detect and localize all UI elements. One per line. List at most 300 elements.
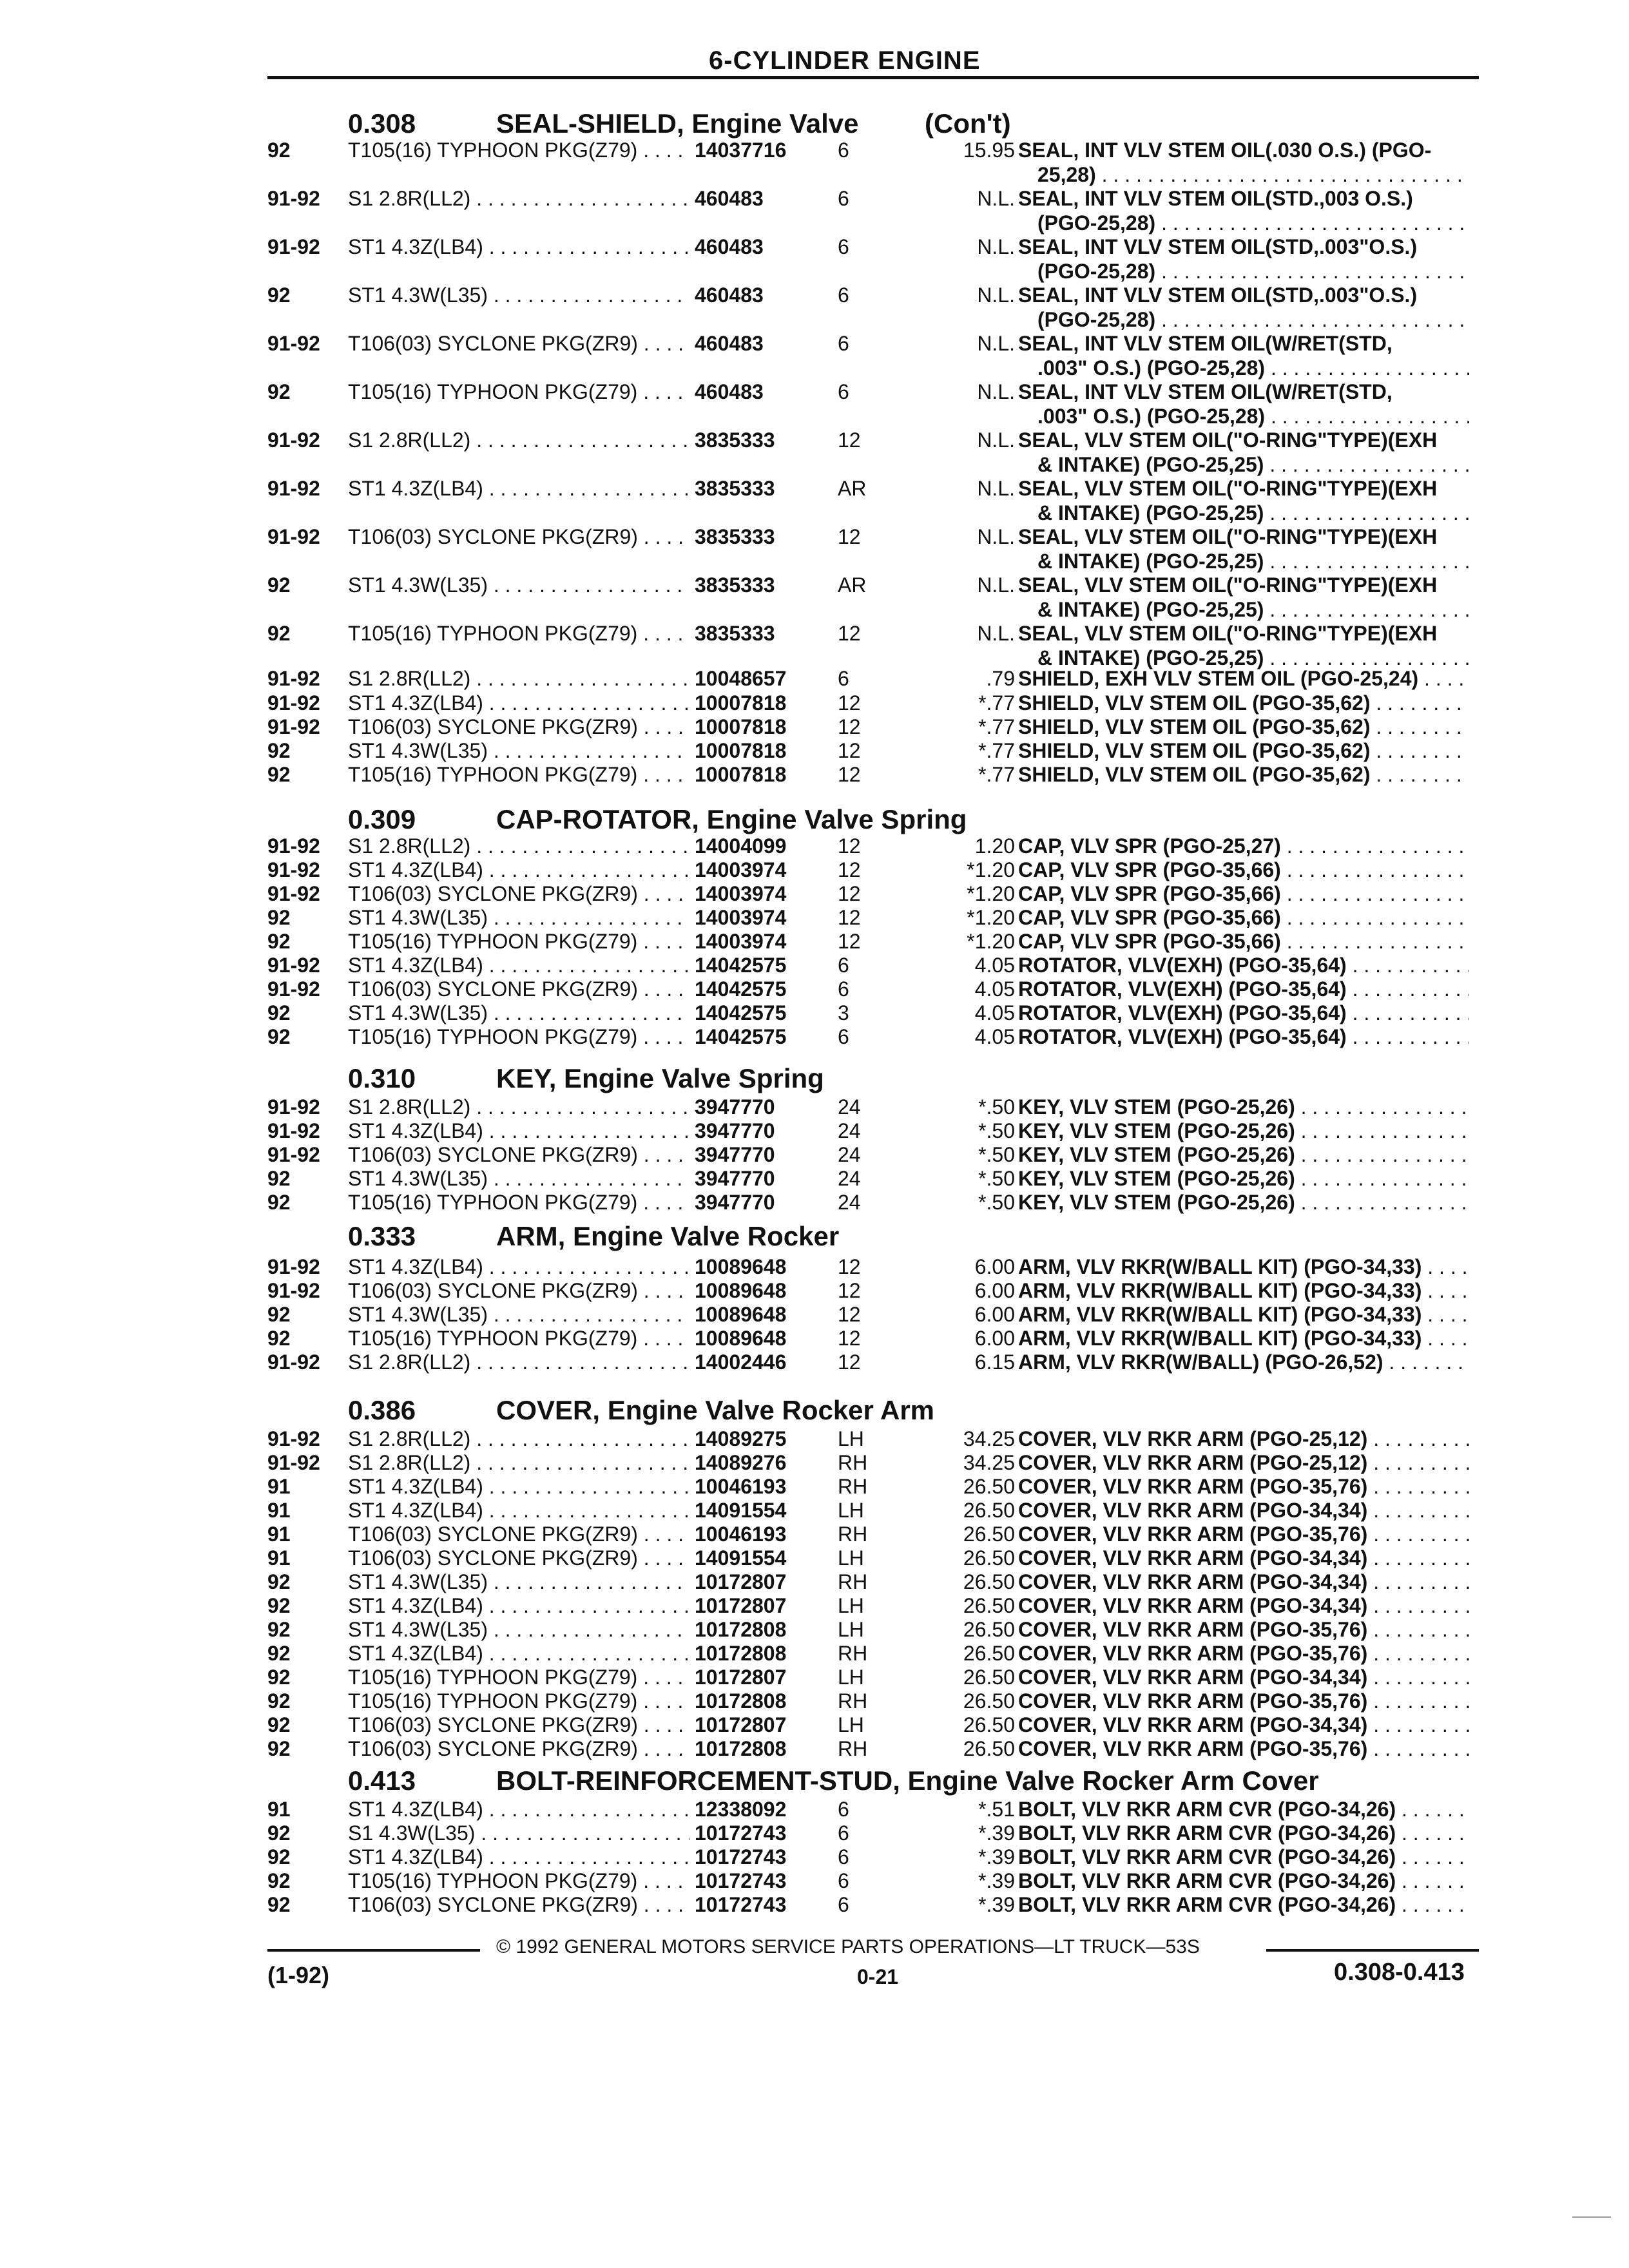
row-quantity: 6 — [838, 1025, 896, 1049]
row-quantity: 6 — [838, 1869, 896, 1893]
row-year: 92 — [267, 1821, 291, 1845]
row-model: T106(03) SYCLONE PKG(ZR9) . . . — [348, 1143, 957, 1167]
section-heading — [348, 804, 967, 835]
row-description-text: COVER, VLV RKR ARM (PGO-34,34) — [1018, 1546, 1368, 1570]
row-price: N.L. — [938, 187, 1015, 211]
row-description-continued: & INTAKE) (PGO-25,25) . . . — [1037, 598, 1469, 622]
row-part-number: 14003974 — [689, 906, 965, 930]
row-description-text: COVER, VLV RKR ARM (PGO-35,76) — [1018, 1642, 1368, 1665]
row-description — [1018, 954, 1469, 977]
row-description — [1018, 882, 1469, 906]
row-year: 92 — [267, 1666, 291, 1689]
row-description — [1018, 906, 1469, 930]
row-part-number: 3947770 — [689, 1191, 965, 1215]
row-price: 6.15 — [938, 1350, 1015, 1374]
row-year: 91-92 — [267, 1427, 320, 1450]
row-description-continued: & INTAKE) (PGO-25,25) . . . — [1037, 501, 1469, 525]
row-description — [1018, 1350, 1469, 1374]
row-price: 4.05 — [938, 977, 1015, 1001]
row-price: N.L. — [938, 235, 1015, 259]
row-description-text: ROTATOR, VLV(EXH) (PGO-35,64) — [1018, 1025, 1347, 1048]
row-year: 91-92 — [267, 1350, 320, 1374]
row-part-number: 10172808 — [689, 1689, 965, 1713]
row-description — [1018, 1666, 1469, 1689]
row-year: 91-92 — [267, 1279, 320, 1302]
row-model: ST1 4.3W(L35) . . . — [348, 1001, 957, 1025]
row-quantity: LH — [838, 1666, 896, 1689]
section-heading — [348, 1765, 1319, 1796]
footer-group-range: 0.308-0.413 — [1334, 1959, 1465, 1986]
row-price: N.L. — [938, 477, 1015, 501]
row-part-number: 10089648 — [689, 1255, 965, 1279]
row-model: ST1 4.3W(L35) . . . — [348, 573, 957, 597]
row-price: 26.50 — [938, 1666, 1015, 1689]
row-part-number: 14042575 — [689, 954, 965, 977]
row-description-text: SHIELD, VLV STEM OIL (PGO-35,62) — [1018, 691, 1371, 715]
row-description — [1018, 1893, 1469, 1917]
row-price: *1.20 — [938, 930, 1015, 954]
row-part-number: 460483 — [689, 235, 965, 259]
row-description — [1018, 1143, 1469, 1167]
row-year: 92 — [267, 1642, 291, 1665]
row-part-number: 10046193 — [689, 1523, 965, 1546]
row-price: 6.00 — [938, 1327, 1015, 1350]
row-description — [1018, 1523, 1469, 1546]
row-description-text: ARM, VLV RKR(W/BALL KIT) (PGO-34,33) — [1018, 1255, 1422, 1278]
row-part-number: 10089648 — [689, 1303, 965, 1327]
row-model: T105(16) TYPHOON PKG(Z79) . . . — [348, 1869, 957, 1893]
row-description — [1018, 1594, 1469, 1618]
row-year: 91-92 — [267, 1451, 320, 1474]
row-description — [1018, 1737, 1469, 1761]
row-year: 92 — [267, 1618, 291, 1641]
row-price: 26.50 — [938, 1475, 1015, 1499]
row-year: 91-92 — [267, 834, 320, 858]
row-description-text: KEY, VLV STEM (PGO-25,26) — [1018, 1095, 1295, 1119]
row-part-number: 14042575 — [689, 1025, 965, 1049]
row-model: ST1 4.3W(L35) . . . — [348, 1167, 957, 1191]
row-description — [1018, 477, 1469, 501]
row-quantity: RH — [838, 1570, 896, 1594]
row-description-text: COVER, VLV RKR ARM (PGO-34,34) — [1018, 1713, 1368, 1736]
row-description — [1018, 284, 1469, 307]
row-model: T105(16) TYPHOON PKG(Z79) . . . — [348, 139, 957, 162]
row-year: 92 — [267, 622, 291, 645]
row-year: 92 — [267, 1893, 291, 1916]
row-description — [1018, 1279, 1469, 1303]
row-description-text: SEAL, VLV STEM OIL("O-RING"TYPE)(EXH — [1018, 428, 1438, 452]
row-description — [1018, 1821, 1469, 1845]
row-year: 91-92 — [267, 858, 320, 881]
row-price: *.39 — [938, 1821, 1015, 1845]
row-year: 91-92 — [267, 882, 320, 905]
row-quantity: 12 — [838, 1303, 896, 1327]
row-description-text: SEAL, INT VLV STEM OIL(STD,.003"O.S.) — [1018, 284, 1418, 307]
row-description-text: COVER, VLV RKR ARM (PGO-34,34) — [1018, 1666, 1368, 1689]
row-price: 15.95 — [938, 139, 1015, 162]
row-price: 26.50 — [938, 1737, 1015, 1761]
row-quantity: 6 — [838, 139, 896, 162]
row-description-text: COVER, VLV RKR ARM (PGO-34,34) — [1018, 1594, 1368, 1617]
row-quantity: 6 — [838, 380, 896, 404]
row-model: T105(16) TYPHOON PKG(Z79) . . . — [348, 1689, 957, 1713]
row-model: ST1 4.3Z(LB4) . . . — [348, 1255, 957, 1279]
row-quantity: 12 — [838, 930, 896, 954]
row-price: *.39 — [938, 1845, 1015, 1869]
row-year: 92 — [267, 380, 291, 403]
row-quantity: 12 — [838, 1279, 896, 1303]
row-description-continued: 25,28) . . . — [1037, 163, 1469, 187]
section-continued-label: (Con't) — [925, 108, 1011, 139]
row-quantity: 12 — [838, 715, 896, 739]
row-model: T106(03) SYCLONE PKG(ZR9) . . . — [348, 332, 957, 356]
row-year: 91-92 — [267, 428, 320, 452]
row-price: 4.05 — [938, 1001, 1015, 1025]
row-year: 91-92 — [267, 667, 320, 690]
row-model: ST1 4.3Z(LB4) . . . — [348, 1119, 957, 1143]
row-part-number: 10172743 — [689, 1869, 965, 1893]
row-model: T105(16) TYPHOON PKG(Z79) . . . — [348, 1666, 957, 1689]
row-description — [1018, 1475, 1469, 1499]
row-description — [1018, 977, 1469, 1001]
row-price: *1.20 — [938, 882, 1015, 906]
row-year: 91-92 — [267, 977, 320, 1001]
row-year: 92 — [267, 763, 291, 786]
row-description — [1018, 834, 1469, 858]
row-year: 92 — [267, 284, 291, 307]
row-description — [1018, 1001, 1469, 1025]
row-description-continued: & INTAKE) (PGO-25,25) . . . — [1037, 550, 1469, 573]
row-part-number: 460483 — [689, 284, 965, 307]
section-number: 0.333 — [348, 1221, 416, 1251]
row-model: S1 2.8R(LL2) . . . — [348, 1095, 957, 1119]
row-model: S1 2.8R(LL2) . . . — [348, 834, 957, 858]
row-year: 91-92 — [267, 1119, 320, 1142]
row-description — [1018, 139, 1469, 162]
row-model: T106(03) SYCLONE PKG(ZR9) . . . — [348, 1713, 957, 1737]
row-year: 91-92 — [267, 477, 320, 500]
row-quantity: 6 — [838, 1845, 896, 1869]
row-quantity: LH — [838, 1427, 896, 1451]
row-year: 92 — [267, 1303, 291, 1326]
row-year: 92 — [267, 1025, 291, 1048]
footer-rule-right — [1266, 1949, 1479, 1952]
row-model: T106(03) SYCLONE PKG(ZR9) . . . — [348, 882, 957, 906]
row-description-text: COVER, VLV RKR ARM (PGO-35,76) — [1018, 1689, 1368, 1713]
row-quantity: 24 — [838, 1119, 896, 1143]
row-part-number: 10172808 — [689, 1618, 965, 1642]
row-year: 91 — [267, 1499, 291, 1522]
row-description-text: ARM, VLV RKR(W/BALL) (PGO-26,52) — [1018, 1350, 1383, 1374]
row-description-text: BOLT, VLV RKR ARM CVR (PGO-34,26) — [1018, 1869, 1396, 1892]
row-year: 92 — [267, 930, 291, 953]
row-part-number: 460483 — [689, 380, 965, 404]
row-description — [1018, 763, 1469, 787]
row-quantity: 6 — [838, 667, 896, 691]
row-description — [1018, 1570, 1469, 1594]
row-year: 92 — [267, 573, 291, 597]
row-quantity: RH — [838, 1689, 896, 1713]
row-model: ST1 4.3Z(LB4) . . . — [348, 1475, 957, 1499]
footer-rule-left — [267, 1949, 480, 1952]
row-quantity: LH — [838, 1713, 896, 1737]
row-description-text: KEY, VLV STEM (PGO-25,26) — [1018, 1191, 1295, 1214]
row-quantity: 12 — [838, 1255, 896, 1279]
row-part-number: 10172808 — [689, 1642, 965, 1666]
section-number: 0.310 — [348, 1063, 416, 1093]
row-price: 26.50 — [938, 1546, 1015, 1570]
row-part-number: 14002446 — [689, 1350, 965, 1374]
row-description-text: SHIELD, VLV STEM OIL (PGO-35,62) — [1018, 763, 1371, 786]
row-part-number: 10007818 — [689, 763, 965, 787]
row-year: 91-92 — [267, 235, 320, 258]
row-model: S1 4.3W(L35) . . . — [348, 1821, 957, 1845]
row-year: 92 — [267, 1713, 291, 1736]
row-description — [1018, 1689, 1469, 1713]
row-description-text: ARM, VLV RKR(W/BALL KIT) (PGO-34,33) — [1018, 1303, 1422, 1326]
row-description-text: SEAL, INT VLV STEM OIL(W/RET(STD, — [1018, 380, 1393, 403]
row-quantity: 6 — [838, 1893, 896, 1917]
row-price: *.50 — [938, 1191, 1015, 1215]
row-part-number: 10172743 — [689, 1821, 965, 1845]
row-description-continued: .003" O.S.) (PGO-25,28) . . . — [1037, 405, 1469, 428]
row-description — [1018, 1119, 1469, 1143]
row-quantity: 12 — [838, 834, 896, 858]
row-part-number: 3835333 — [689, 525, 965, 549]
row-year: 92 — [267, 739, 291, 762]
row-model: ST1 4.3W(L35) . . . — [348, 1618, 957, 1642]
row-price: N.L. — [938, 525, 1015, 549]
section-title: COVER, Engine Valve Rocker Arm — [496, 1395, 935, 1425]
row-price: 26.50 — [938, 1594, 1015, 1618]
row-quantity: 6 — [838, 187, 896, 211]
row-year: 92 — [267, 1869, 291, 1892]
row-quantity: 12 — [838, 428, 896, 452]
row-part-number: 460483 — [689, 187, 965, 211]
footer-page-number: 0-21 — [857, 1965, 899, 1988]
row-description — [1018, 1303, 1469, 1327]
row-description — [1018, 1025, 1469, 1049]
row-description-text: SHIELD, VLV STEM OIL (PGO-35,62) — [1018, 739, 1371, 762]
row-year: 91-92 — [267, 332, 320, 355]
row-year: 91-92 — [267, 1143, 320, 1166]
row-model: ST1 4.3W(L35) . . . — [348, 739, 957, 763]
row-description — [1018, 1499, 1469, 1523]
row-description-continued: (PGO-25,28) . . . — [1037, 308, 1469, 332]
row-price: 26.50 — [938, 1618, 1015, 1642]
row-description — [1018, 691, 1469, 715]
row-price: *.50 — [938, 1095, 1015, 1119]
row-description — [1018, 1255, 1469, 1279]
row-model: ST1 4.3Z(LB4) . . . — [348, 954, 957, 977]
row-quantity: 12 — [838, 763, 896, 787]
row-model: S1 2.8R(LL2) . . . — [348, 428, 957, 452]
row-part-number: 3835333 — [689, 573, 965, 597]
row-year: 92 — [267, 1594, 291, 1617]
row-quantity: 12 — [838, 739, 896, 763]
row-part-number: 10048657 — [689, 667, 965, 691]
row-part-number: 14091554 — [689, 1546, 965, 1570]
row-price: *1.20 — [938, 906, 1015, 930]
row-description-text: COVER, VLV RKR ARM (PGO-25,12) — [1018, 1451, 1368, 1474]
row-price: 26.50 — [938, 1570, 1015, 1594]
row-description-text: COVER, VLV RKR ARM (PGO-34,34) — [1018, 1499, 1368, 1522]
row-description-text: BOLT, VLV RKR ARM CVR (PGO-34,26) — [1018, 1845, 1396, 1869]
row-description-text: ROTATOR, VLV(EXH) (PGO-35,64) — [1018, 977, 1347, 1001]
row-model: ST1 4.3Z(LB4) . . . — [348, 858, 957, 882]
section-title: CAP-ROTATOR, Engine Valve Spring — [496, 804, 967, 834]
row-price: *.39 — [938, 1893, 1015, 1917]
row-description-text: SEAL, INT VLV STEM OIL(STD,.003"O.S.) — [1018, 235, 1418, 258]
row-price: 6.00 — [938, 1303, 1015, 1327]
row-year: 92 — [267, 1737, 291, 1760]
row-quantity: RH — [838, 1475, 896, 1499]
row-description-text: COVER, VLV RKR ARM (PGO-34,34) — [1018, 1570, 1368, 1593]
row-part-number: 3947770 — [689, 1119, 965, 1143]
row-description-continued: .003" O.S.) (PGO-25,28) . . . — [1037, 356, 1469, 380]
row-description — [1018, 1845, 1469, 1869]
row-part-number: 14003974 — [689, 930, 965, 954]
row-description — [1018, 1618, 1469, 1642]
row-price: N.L. — [938, 332, 1015, 356]
row-price: N.L. — [938, 284, 1015, 307]
row-price: *.50 — [938, 1143, 1015, 1167]
row-year: 92 — [267, 1570, 291, 1593]
row-part-number: 10172807 — [689, 1594, 965, 1618]
row-description-text: CAP, VLV SPR (PGO-35,66) — [1018, 882, 1281, 905]
row-description — [1018, 1167, 1469, 1191]
row-model: T105(16) TYPHOON PKG(Z79) . . . — [348, 1025, 957, 1049]
row-model: T105(16) TYPHOON PKG(Z79) . . . — [348, 1191, 957, 1215]
row-year: 91 — [267, 1798, 291, 1821]
row-model: S1 2.8R(LL2) . . . — [348, 187, 957, 211]
row-year: 92 — [267, 1001, 291, 1024]
row-model: T106(03) SYCLONE PKG(ZR9) . . . — [348, 1737, 957, 1761]
row-quantity: LH — [838, 1499, 896, 1523]
row-description — [1018, 1451, 1469, 1475]
row-description-text: SEAL, INT VLV STEM OIL(STD.,003 O.S.) — [1018, 187, 1413, 210]
row-year: 92 — [267, 139, 291, 162]
section-title: BOLT-REINFORCEMENT-STUD, Engine Valve Rocker Arm Cover — [496, 1765, 1319, 1796]
row-part-number: 10046193 — [689, 1475, 965, 1499]
section-number: 0.309 — [348, 804, 416, 834]
row-description — [1018, 428, 1469, 452]
row-model: T105(16) TYPHOON PKG(Z79) . . . — [348, 930, 957, 954]
row-quantity: 12 — [838, 622, 896, 646]
row-year: 92 — [267, 1167, 291, 1190]
row-description — [1018, 622, 1469, 646]
row-year: 91 — [267, 1523, 291, 1546]
row-description-text: COVER, VLV RKR ARM (PGO-25,12) — [1018, 1427, 1368, 1450]
row-model: T105(16) TYPHOON PKG(Z79) . . . — [348, 1327, 957, 1350]
row-price: 26.50 — [938, 1499, 1015, 1523]
row-part-number: 10172807 — [689, 1666, 965, 1689]
row-model: ST1 4.3Z(LB4) . . . — [348, 477, 957, 501]
row-quantity: 24 — [838, 1191, 896, 1215]
row-part-number: 460483 — [689, 332, 965, 356]
section-heading — [348, 1395, 934, 1426]
row-price: *.50 — [938, 1167, 1015, 1191]
row-part-number: 3835333 — [689, 428, 965, 452]
row-price: 6.00 — [938, 1279, 1015, 1303]
row-description — [1018, 573, 1469, 597]
row-description-text: SEAL, VLV STEM OIL("O-RING"TYPE)(EXH — [1018, 622, 1438, 645]
row-description — [1018, 1191, 1469, 1215]
row-price: *.50 — [938, 1119, 1015, 1143]
row-part-number: 10007818 — [689, 739, 965, 763]
row-quantity: 6 — [838, 977, 896, 1001]
row-description — [1018, 1327, 1469, 1350]
scan-mark — [1572, 2216, 1611, 2218]
row-year: 92 — [267, 1327, 291, 1350]
footer-revision-date: (1-92) — [267, 1962, 330, 1988]
row-part-number: 10172807 — [689, 1570, 965, 1594]
row-description-text: CAP, VLV SPR (PGO-35,66) — [1018, 906, 1281, 929]
row-description — [1018, 930, 1469, 954]
row-quantity: 6 — [838, 332, 896, 356]
section-heading — [348, 1221, 839, 1252]
row-model: ST1 4.3Z(LB4) . . . — [348, 1499, 957, 1523]
row-quantity: LH — [838, 1618, 896, 1642]
row-description — [1018, 1798, 1469, 1821]
row-description-continued: (PGO-25,28) . . . — [1037, 260, 1469, 284]
row-description — [1018, 1095, 1469, 1119]
row-model: ST1 4.3W(L35) . . . — [348, 906, 957, 930]
row-model: T106(03) SYCLONE PKG(ZR9) . . . — [348, 1546, 957, 1570]
row-price: 4.05 — [938, 1025, 1015, 1049]
row-price: 6.00 — [938, 1255, 1015, 1279]
row-quantity: 6 — [838, 954, 896, 977]
row-description-text: SEAL, VLV STEM OIL("O-RING"TYPE)(EXH — [1018, 525, 1438, 548]
row-description-continued: & INTAKE) (PGO-25,25) . . . — [1037, 453, 1469, 477]
row-part-number: 3835333 — [689, 477, 965, 501]
row-description — [1018, 525, 1469, 549]
row-description-text: SEAL, INT VLV STEM OIL(.030 O.S.) (PGO- — [1018, 139, 1432, 162]
row-price: N.L. — [938, 573, 1015, 597]
row-price: N.L. — [938, 622, 1015, 646]
row-quantity: 12 — [838, 691, 896, 715]
row-year: 91-92 — [267, 715, 320, 738]
section-heading — [348, 1063, 824, 1094]
row-description-text: COVER, VLV RKR ARM (PGO-35,76) — [1018, 1523, 1368, 1546]
row-quantity: LH — [838, 1546, 896, 1570]
row-year: 91-92 — [267, 1255, 320, 1278]
row-description-text: ARM, VLV RKR(W/BALL KIT) (PGO-34,33) — [1018, 1279, 1422, 1302]
row-price: 1.20 — [938, 834, 1015, 858]
row-quantity: 12 — [838, 882, 896, 906]
row-model: T105(16) TYPHOON PKG(Z79) . . . — [348, 622, 957, 646]
row-model: S1 2.8R(LL2) . . . — [348, 1350, 957, 1374]
row-description-text: BOLT, VLV RKR ARM CVR (PGO-34,26) — [1018, 1821, 1396, 1845]
row-quantity: 12 — [838, 525, 896, 549]
row-model: ST1 4.3Z(LB4) . . . — [348, 691, 957, 715]
row-price: 26.50 — [938, 1713, 1015, 1737]
section-number: 0.413 — [348, 1765, 416, 1796]
row-model: S1 2.8R(LL2) . . . — [348, 667, 957, 691]
row-description — [1018, 1427, 1469, 1451]
row-year: 91-92 — [267, 525, 320, 548]
row-description — [1018, 187, 1469, 211]
section-number: 0.386 — [348, 1395, 416, 1425]
row-model: ST1 4.3Z(LB4) . . . — [348, 1798, 957, 1821]
row-year: 91-92 — [267, 954, 320, 977]
row-quantity: 6 — [838, 235, 896, 259]
row-price: 34.25 — [938, 1451, 1015, 1475]
row-quantity: 6 — [838, 1821, 896, 1845]
row-description-text: SEAL, VLV STEM OIL("O-RING"TYPE)(EXH — [1018, 477, 1438, 500]
row-model: T106(03) SYCLONE PKG(ZR9) . . . — [348, 715, 957, 739]
row-model: ST1 4.3Z(LB4) . . . — [348, 1642, 957, 1666]
